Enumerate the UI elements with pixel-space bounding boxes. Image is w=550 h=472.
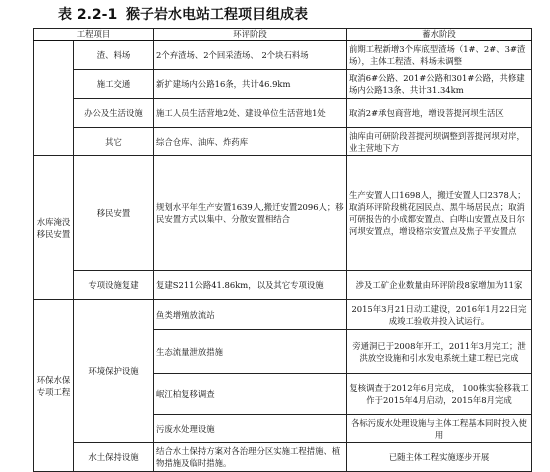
table-row (34, 156, 532, 271)
storage-cell: 各标污废水处理设施与主体工程基本同时投入使用 (347, 415, 532, 443)
category-cell: 水库淹没移民安置 (34, 156, 74, 300)
eia-cell: 施工人员生活营地2处、建设单位生活营地1处 (154, 99, 347, 128)
eia-cell: 2个弃渣场、2个回采渣场、 2个块石料场 (154, 41, 347, 70)
table-row (34, 41, 532, 70)
category-cell (34, 41, 74, 156)
table-row (34, 128, 532, 156)
subitem-cell: 渣、料场 (74, 41, 154, 70)
table-header-row (34, 29, 532, 41)
table-row (34, 300, 532, 330)
header-eia-stage: 环评阶段 (154, 29, 347, 41)
storage-cell: 复核调查于2012年6月完成， 100株实验移栽工作于2015年4月启动，2015年8月完成 (347, 374, 532, 415)
table-title: 猴子岩水电站工程项目组成表 (126, 7, 308, 23)
table-row (34, 99, 532, 128)
eia-cell: 新扩建场内公路16条，共计46.9km (154, 70, 347, 99)
subitem-cell: 施工交通 (74, 70, 154, 99)
storage-cell: 涉及工矿企业数量由环评阶段8家增加为11家 (347, 271, 532, 300)
header-project: 工程项目 (34, 29, 154, 41)
storage-cell: 前期工程新增3个库底型渣场（1#、2#、3#渣场），主体工程渣、料场未调整 (347, 41, 532, 70)
header-storage-stage: 蓄水阶段 (347, 29, 532, 41)
storage-cell: 油库由可研阶段菩提河坝调整到菩提河坝对岸，业主营地下方 (347, 128, 532, 156)
table-row (34, 70, 532, 99)
storage-cell: 生产安置人口1698人，搬迁安置人口2378人；取消环评阶段桃花园民点、黑牛场居民点；取消可研报告的小成都安置点、白哔山安置点及日尔河坝安置点，增设格宗安置点及焦子平安置点 (347, 156, 532, 271)
table-row (34, 271, 532, 300)
table-row (34, 443, 532, 472)
subitem-cell: 移民安置 (74, 156, 154, 271)
storage-cell: 旁通洞已于2008年开工，2011年3月完工；泄洪放空设施和引水发电系统土建工程已完成 (347, 330, 532, 374)
eia-cell: 鱼类增殖放流站 (154, 300, 347, 330)
subitem-cell: 其它 (74, 128, 154, 156)
category-cell: 环保水保专项工程 (34, 300, 74, 472)
eia-cell: 结合水土保持方案对各治理分区实施工程措施、植物措施及临时措施。 (154, 443, 347, 472)
subitem-cell: 办公及生活设施 (74, 99, 154, 128)
eia-cell: 污废水处理设施 (154, 415, 347, 443)
eia-cell: 综合仓库、油库、炸药库 (154, 128, 347, 156)
eia-cell: 规划水平年生产安置1639人,搬迁安置2096人；移民安置方式以集中、分散安置相结合 (154, 156, 347, 271)
project-composition-table (33, 28, 532, 472)
eia-cell: 生态流量泄放措施 (154, 330, 347, 374)
eia-cell: 复建S211公路41.86km，以及其它专项设施 (154, 271, 347, 300)
subitem-cell: 环境保护设施 (74, 300, 154, 443)
storage-cell: 2015年3月21日动工建设，2016年1月22日完成竣工验收并投入试运行。 (347, 300, 532, 330)
storage-cell: 取消2#承包商营地，增设菩提河坝生活区 (347, 99, 532, 128)
eia-cell: 岷江柏复移调查 (154, 374, 347, 415)
subitem-cell: 水土保持设施 (74, 443, 154, 472)
table-number: 表 2.2-1 (58, 7, 118, 23)
subitem-cell: 专项设施复建 (74, 271, 154, 300)
table-caption (0, 4, 550, 26)
storage-cell: 取消6#公路、201#公路和301#公路，共修建场内公路13条、共计31.34km (347, 70, 532, 99)
storage-cell: 已随主体工程实施逐步开展 (347, 443, 532, 472)
